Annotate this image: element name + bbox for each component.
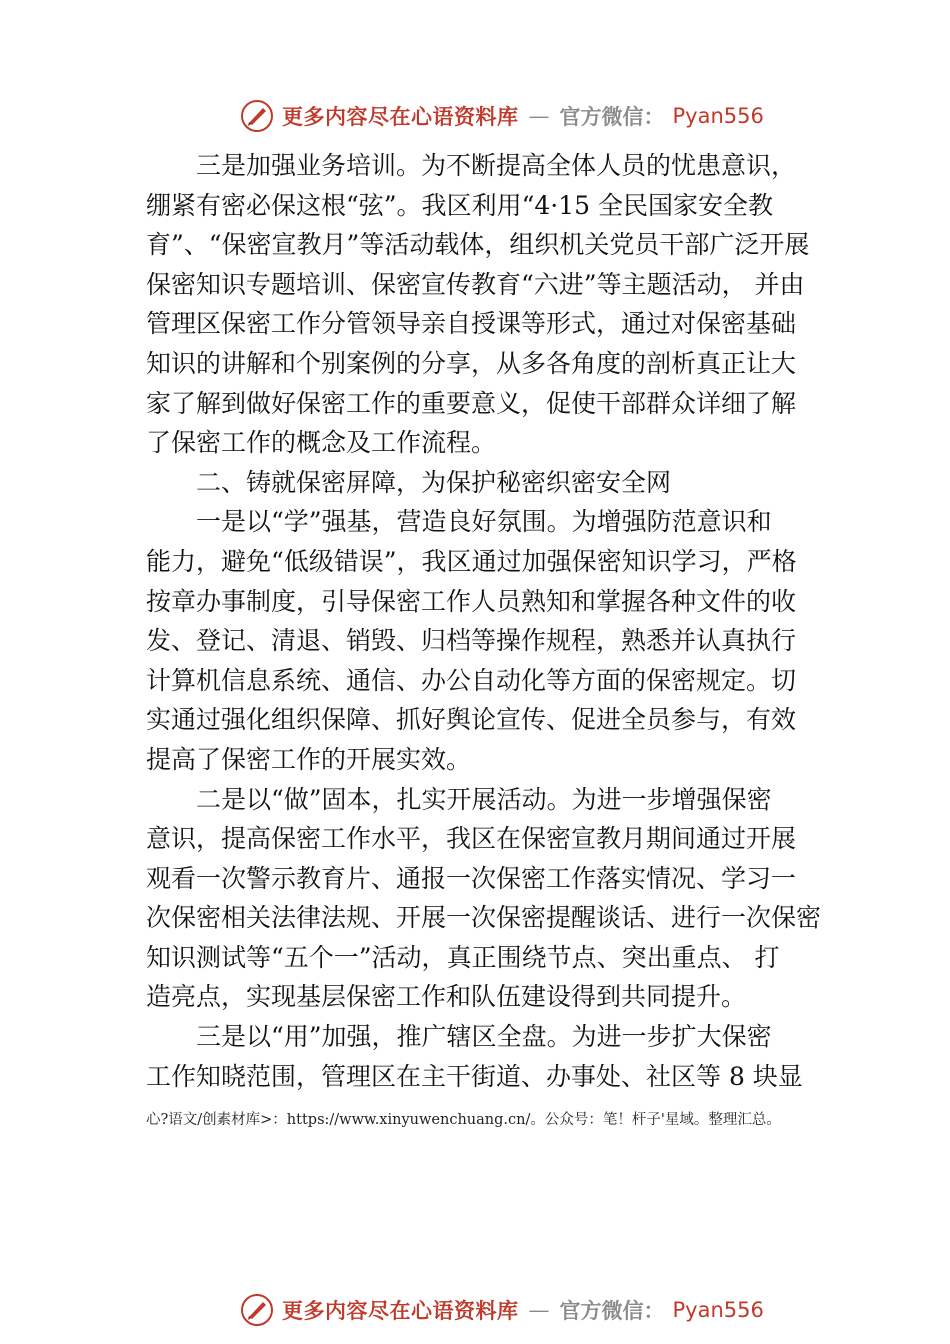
text-line: 一是以“学”强基，营造良好氛围。为增强防范意识和 xyxy=(196,507,772,537)
text-line: 观看一次警示教育片、通报一次保密工作落实情况、学习一 xyxy=(146,863,797,893)
brand-dash: — xyxy=(528,1298,550,1322)
text-line: 绷紧有密必保这根“弦”。我区利用“4·15 全民国家安全教 xyxy=(146,190,773,220)
brand-text: 更多内容尽在心语资料库 xyxy=(282,104,519,129)
text-line: 意识，提高保密工作水平，我区在保密宣教月期间通过开展 xyxy=(146,824,797,854)
official-label: 官方微信： xyxy=(559,1298,665,1323)
brand-logo-icon xyxy=(240,1293,274,1327)
brand-text: 更多内容尽在心语资料库 xyxy=(282,1298,519,1323)
text-line: 家了解到做好保密工作的重要意义，促使干部群众详细了解 xyxy=(146,388,797,418)
text-line: 工作知晓范围，管理区在主干街道、办事处、社区等 8 块显 xyxy=(146,1061,803,1091)
text-line: 发、登记、清退、销毁、归档等操作规程，熟悉并认真执行 xyxy=(146,626,797,656)
footer-note: 心?语文/创素材库>：https://www.xinyuwenchuang.cn/。公众号：笔！杆子'星域。整理汇总。 xyxy=(146,1112,781,1128)
text-line: 三是以“用”加强，推广辖区全盘。为进一步扩大保密 xyxy=(196,1022,772,1052)
brand-logo-icon xyxy=(240,99,274,133)
text-line: 三是加强业务培训。为不断提高全体人员的忧患意识， xyxy=(196,151,797,180)
watermark-banner-top xyxy=(240,98,764,134)
text-line: 计算机信息系统、通信、办公自动化等方面的保密规定。切 xyxy=(146,665,797,695)
official-label: 官方微信： xyxy=(559,104,665,129)
wechat-id: Pyan556 xyxy=(672,104,764,128)
text-line: 管理区保密工作分管领导亲自授课等形式，通过对保密基础 xyxy=(146,309,797,339)
text-line: 按章办事制度，引导保密工作人员熟知和掌握各种文件的收 xyxy=(146,586,797,616)
text-line: 能力，避免“低级错误”，我区通过加强保密知识学习，严格 xyxy=(146,546,797,576)
text-line: 提高了保密工作的开展实效。 xyxy=(146,744,472,774)
section-heading: 二、铸就保密屏障，为保护秘密织密安全网 xyxy=(196,467,672,497)
text-line: 知识的讲解和个别案例的分享，从多各角度的剖析真正让大 xyxy=(146,348,797,378)
text-line: 知识测试等“五个一”活动，真正围绕节点、突出重点、 打 xyxy=(146,942,780,972)
document-body xyxy=(146,146,822,1096)
watermark-banner-bottom xyxy=(240,1292,764,1328)
text-line: 育”、“保密宣教月”等活动载体，组织机关党员干部广泛开展 xyxy=(146,230,810,260)
text-line: 实通过强化组织保障、抓好舆论宣传、促进全员参与，有效 xyxy=(146,705,797,735)
wechat-id: Pyan556 xyxy=(672,1298,764,1322)
text-line: 次保密相关法律法规、开展一次保密提醒谈话、进行一次保密 xyxy=(146,903,822,933)
brand-dash: — xyxy=(528,104,550,128)
text-line: 造亮点，实现基层保密工作和队伍建设得到共同提升。 xyxy=(146,982,747,1012)
text-line: 二是以“做”固本，扎实开展活动。为进一步增强保密 xyxy=(196,784,772,814)
text-line: 保密知识专题培训、保密宣传教育“六进”等主题活动， 并由 xyxy=(146,269,805,299)
text-line: 了保密工作的概念及工作流程。 xyxy=(146,428,497,458)
